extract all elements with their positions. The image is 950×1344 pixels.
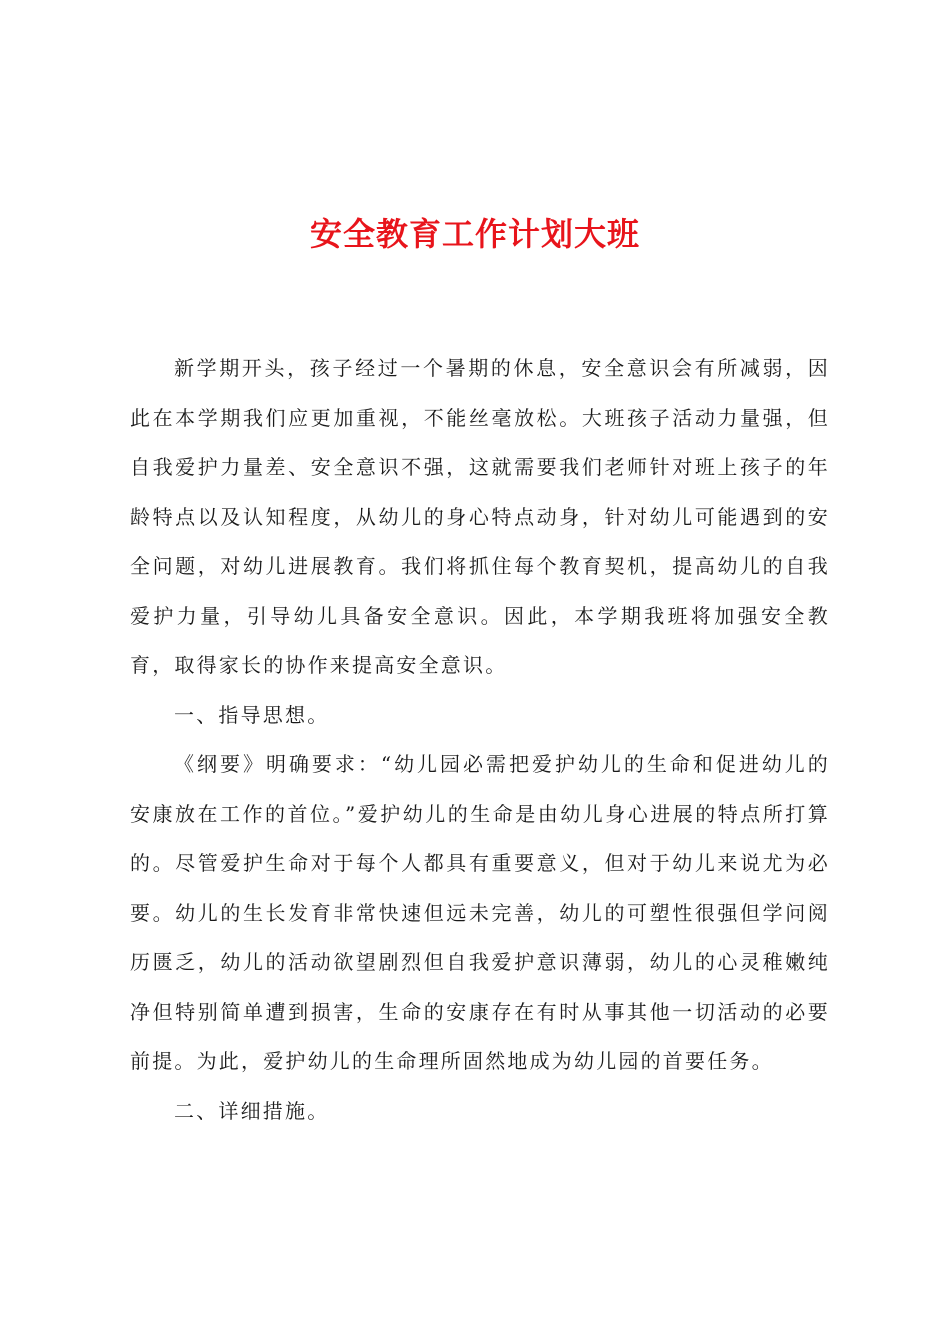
heading-guiding-ideology: 一、指导思想。 xyxy=(174,702,330,727)
document-body xyxy=(130,344,830,1136)
heading-detailed-measures: 二、详细措施。 xyxy=(174,1098,330,1123)
document-title: 安全教育工作计划大班 xyxy=(309,215,640,253)
paragraph-intro: 新学期开头，孩子经过一个暑期的休息，安全意识会有所减弱，因此在本学期我们应更加重视，不能丝毫放松。大班孩子活动力量强，但自我爱护力量差、安全意识不强，这就需要我们老师针对班上孩子的年龄特点以及认知程度，从幼儿的身心特点动身，针对幼儿可能遇到的安全问题，对幼儿进展教育。我们将抓住每个教育契机，提高幼儿的自我爱护力量，引导幼儿具备安全意识。因此，本学期我班将加强安全教育，取得家长的协作来提高安全意识。 xyxy=(130,356,830,677)
paragraph-guidelines: 《纲要》明确要求：“幼儿园必需把爱护幼儿的生命和促进幼儿的安康放在工作的首位。”爱护幼儿的生命是由幼儿身心进展的特点所打算的。尽管爱护生命对于每个人都具有重要意义，但对于幼儿来说尤为必要。幼儿的生长发育非常快速但远未完善，幼儿的可塑性很强但学问阅历匮乏，幼儿的活动欲望剧烈但自我爱护意识薄弱，幼儿的心灵稚嫩纯净但特别简单遭到损害，生命的安康存在有时从事其他一切活动的必要前提。为此，爱护幼儿的生命理所固然地成为幼儿园的首要任务。 xyxy=(130,752,830,1073)
